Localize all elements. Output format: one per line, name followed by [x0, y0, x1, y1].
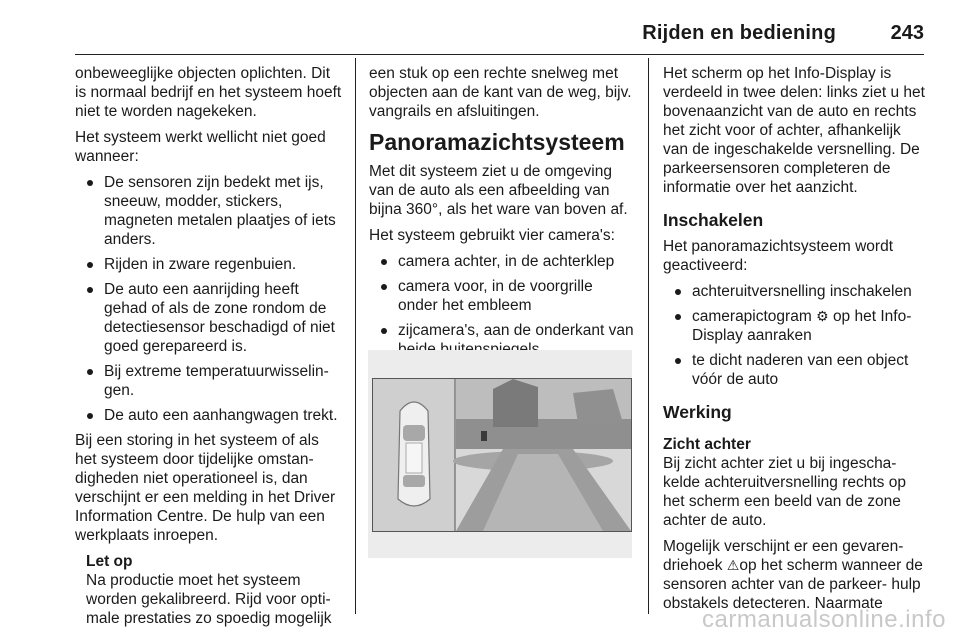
warning-triangle-icon: ⚠ — [726, 557, 740, 573]
note-box — [75, 552, 343, 628]
bullet-list — [369, 252, 635, 359]
camera-display-figure — [368, 350, 632, 558]
paragraph: onbeweeglijke objecten oplichten. Dit is normaal bedrijf en het systeem hoeft niet te worden nagekeken. — [75, 65, 342, 120]
bullet-list — [75, 173, 343, 425]
paragraph: Het systeem gebruikt vier camera's: — [369, 227, 615, 244]
list-item: De sensoren zijn bedekt met ijs, sneeuw, modder, stickers, magneten metalen plaatjes of iets anders. — [75, 173, 343, 249]
subsection-heading: Inschakelen — [663, 210, 764, 230]
note-heading: Let op — [86, 553, 133, 570]
paragraph: Het scherm op het Info-Display is verdeeld in twee delen: links ziet u het bovenaanzicht van de auto en rechts het zicht voor of achter, afhankelijk van de ingeschakelde versnelling. De parkeersensoren completeren de informatie over het aanzicht. — [663, 65, 925, 196]
bullet-list — [663, 282, 928, 389]
section-title: Rijden en bediening — [642, 22, 836, 44]
paragraph: Met dit systeem ziet u de omgeving van de auto als een afbeelding van bijna 360°, als het ware van boven af. — [369, 163, 628, 218]
paragraph: Het panoramazichtsysteem wordt geactiveerd: — [663, 238, 894, 274]
watermark: carmanualsonline.info — [702, 606, 946, 633]
list-item: zijcamera's, aan de onderkant van — [369, 321, 635, 359]
subsection-heading: Werking — [663, 402, 732, 422]
column-left — [75, 64, 343, 628]
list-item: camera achter, in de achterklep — [369, 252, 635, 271]
list-item — [663, 307, 928, 345]
info-display-screen — [372, 378, 632, 532]
camera-icon: ⚙ — [816, 308, 829, 324]
column-middle — [369, 64, 635, 365]
list-item: De auto een aanhangwagen trekt. — [75, 406, 343, 425]
paragraph-text: Mogelijk verschijnt er een gevaren‐ driehoek — [663, 538, 904, 574]
paragraph — [663, 537, 928, 613]
paragraph: Het systeem werkt wellicht niet goed wanneer: — [75, 129, 326, 165]
list-item: achteruitversnelling inschakelen — [663, 282, 928, 301]
paragraph: Bij zicht achter ziet u bij ingescha‐ kelde achteruitversnelling rechts op het scherm een beeld van de zone achter de auto. — [663, 455, 906, 529]
column-divider — [648, 58, 649, 614]
paragraph-text: op het scherm wanneer de sensoren achter van de parkeer‐ hulp obstakels detecteren. Naarmate — [663, 557, 923, 612]
list-item: Rijden in zware regenbuien. — [75, 255, 343, 274]
display-illustration — [373, 379, 631, 531]
paragraph: een stuk op een rechte snelweg met objecten aan de kant van de weg, bijv. vangrails en afsluitingen. — [369, 65, 632, 120]
paragraph: Bij een storing in het systeem of als het systeem door tijdelijke omstan‐ digheden niet operationeel is, dan verschijnt er een melding in het Driver Information Centre. De hulp van een werkplaats inroepen. — [75, 432, 336, 544]
list-item-text: camerapictogram — [692, 308, 812, 325]
list-item-text: op het Info-Display aanraken — [692, 308, 912, 344]
sub-subsection-heading: Zicht achter — [663, 436, 751, 453]
note-text: Na productie moet het systeem worden gekalibreerd. Rijd voor opti‐ male prestaties zo spoedig mogelijk — [86, 572, 332, 627]
column-right — [663, 64, 928, 620]
list-item: Bij extreme temperatuurwisselin‐ gen. — [75, 362, 343, 400]
list-item: De auto een aanrijding heeft gehad of als de zone rondom de detectiesensor beschadigd of niet goed gerepareerd is. — [75, 280, 343, 356]
section-heading: Panoramazichtsysteem — [369, 129, 625, 155]
page-number: 243 — [890, 22, 924, 44]
rear-camera-view — [453, 379, 631, 531]
page-header — [75, 14, 924, 55]
car-top-view-icon — [398, 402, 430, 506]
list-item: te dicht naderen van een object vóór de auto — [663, 351, 928, 389]
list-item: camera voor, in de voorgrille onder het embleem — [369, 277, 635, 315]
column-divider — [355, 58, 356, 614]
